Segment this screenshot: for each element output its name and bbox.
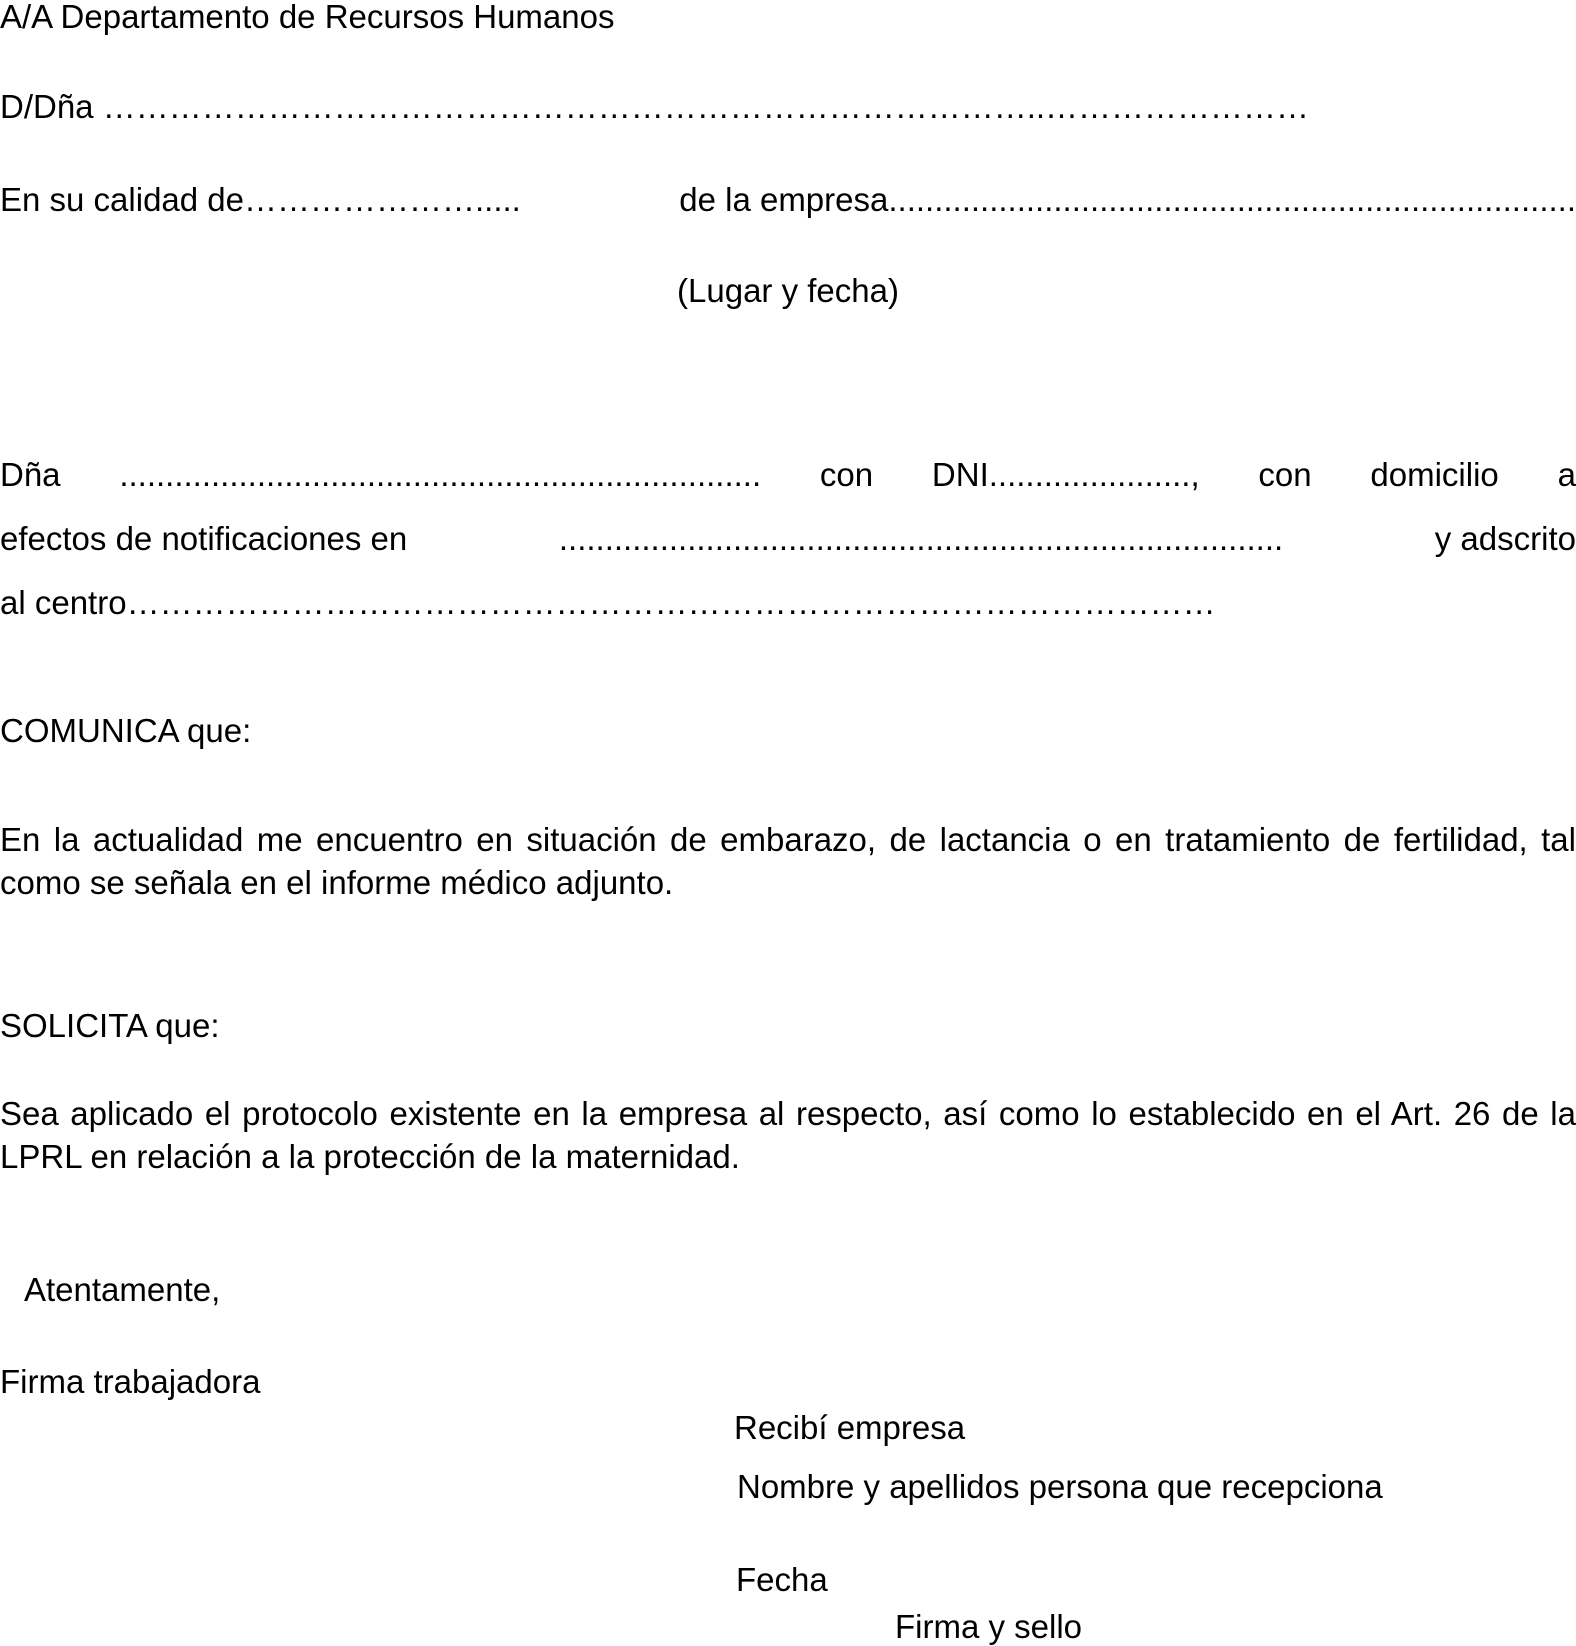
id-word: domicilio <box>1370 456 1499 493</box>
id-word: con <box>1258 456 1312 493</box>
role-label: En su calidad de…………………..... <box>0 181 521 218</box>
receipt-label: Recibí empresa <box>734 1409 966 1446</box>
addressee: A/A Departamento de Recursos Humanos <box>0 0 615 35</box>
identification-line-2 <box>0 522 1576 555</box>
receiver-name-label: Nombre y apellidos persona que recepciona <box>737 1468 1383 1505</box>
id-word: Dña <box>0 456 61 493</box>
identification-line-3: al centro……………………………………………………………………………………… <box>0 584 1216 621</box>
comunica-body: En la actualidad me encuentro en situación de embarazo, de lactancia o en tratamiento de fertilidad, tal como se señala en el informe médico adjunto. <box>0 821 1576 901</box>
solicita-body: Sea aplicado el protocolo existente en la empresa al respecto, así como lo establecido en el Art. 26 de la LPRL en relación a la protección de la maternidad. <box>0 1095 1576 1175</box>
id-word: DNI......................, <box>931 456 1200 493</box>
id-word: a <box>1557 456 1576 493</box>
id-word: ...................................................................... <box>119 456 762 493</box>
place-date: (Lugar y fecha) <box>677 272 899 309</box>
id-word: efectos de notificaciones en <box>0 520 408 557</box>
comunica-heading: COMUNICA que: <box>0 712 252 749</box>
worker-signature-label: Firma trabajadora <box>0 1363 261 1400</box>
signature-stamp-label: Firma y sello <box>895 1608 1083 1645</box>
identification-line-1 <box>0 458 1576 491</box>
id-word: ............................................................................... <box>558 520 1284 557</box>
id-word: con <box>819 456 874 493</box>
role-company-line <box>0 183 1576 216</box>
id-word: y adscrito <box>1434 520 1576 557</box>
date-label: Fecha <box>736 1561 828 1598</box>
company-label: de la empresa........................................................................... <box>679 181 1576 218</box>
solicita-heading: SOLICITA que: <box>0 1007 220 1044</box>
salutation: Atentamente, <box>24 1271 221 1308</box>
name-line: D/Dña …………………………………………………………………………..…………………… <box>0 88 1310 125</box>
